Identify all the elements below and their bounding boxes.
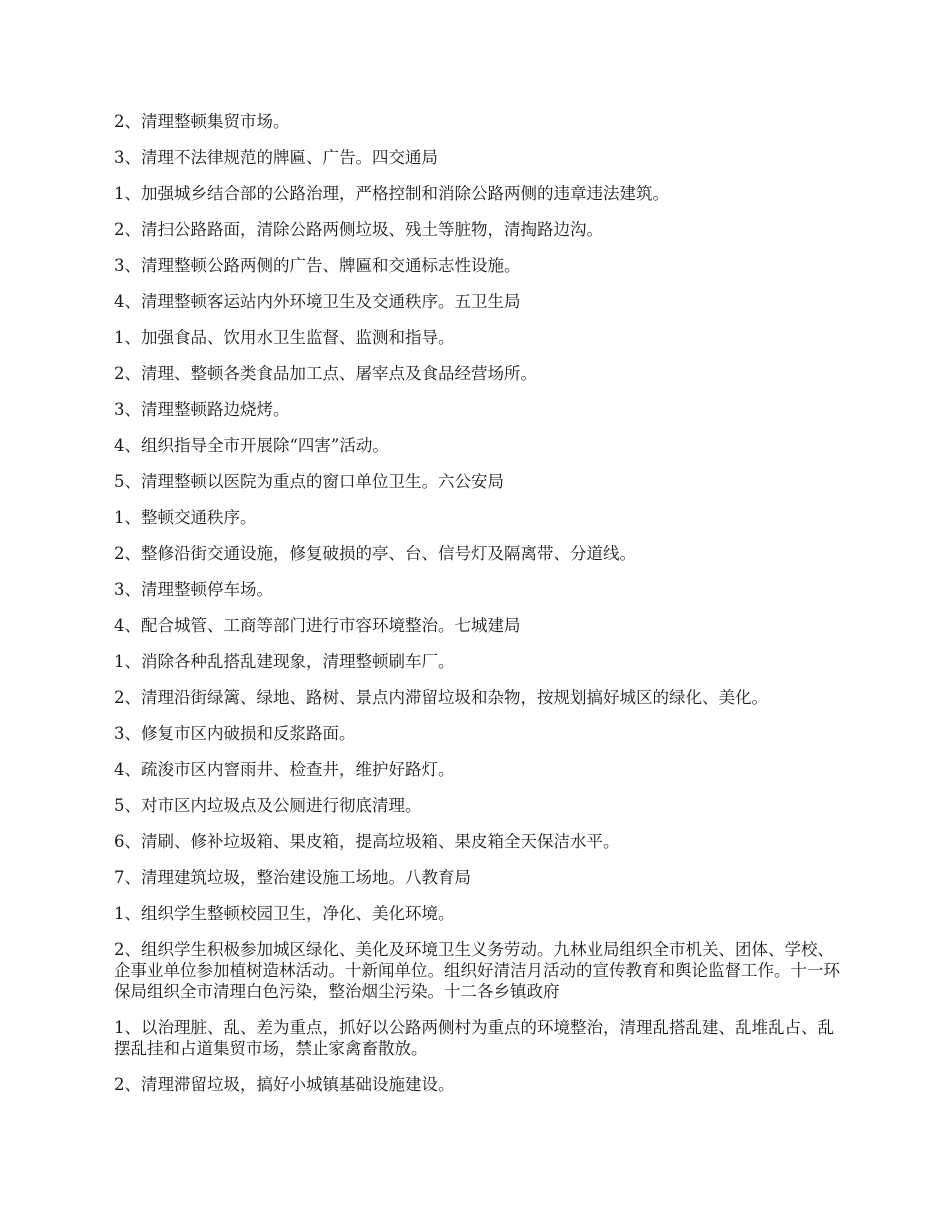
paragraph: 1、加强食品、饮用水卫生监督、监测和指导。 — [114, 328, 455, 347]
paragraph: 2、清理、整顿各类食品加工点、屠宰点及食品经营场所。 — [114, 364, 537, 383]
document-body — [114, 111, 844, 1110]
paragraph: 6、清刷、修补垃圾箱、果皮箱，提高垃圾箱、果皮箱全天保洁水平。 — [114, 832, 620, 851]
paragraph: 2、清理整顿集贸市场。 — [114, 112, 290, 131]
paragraph: 3、清理整顿公路两侧的广告、牌匾和交通标志性设施。 — [114, 256, 521, 275]
paragraph: 1、以治理脏、乱、差为重点，抓好以公路两侧村为重点的环境整治，清理乱搭乱建、乱堆乱占、乱摆乱挂和占道集贸市场，禁止家禽畜散放。 — [114, 1018, 834, 1058]
paragraph: 1、整顿交通秩序。 — [114, 508, 257, 527]
paragraph: 5、对市区内垃圾点及公厕进行彻底清理。 — [114, 796, 422, 815]
paragraph: 4、组织指导全市开展除“四害”活动。 — [114, 436, 389, 455]
paragraph: 3、修复市区内破损和反浆路面。 — [114, 724, 356, 743]
paragraph: 4、配合城管、工商等部门进行市容环境整治。七城建局 — [114, 616, 521, 635]
paragraph: 2、清理沿街绿篱、绿地、路树、景点内滞留垃圾和杂物，按规划搞好城区的绿化、美化。 — [114, 688, 768, 707]
paragraph: 3、清理整顿路边烧烤。 — [114, 400, 290, 419]
paragraph: 2、组织学生积极参加城区绿化、美化及环境卫生义务劳动。九林业局组织全市机关、团体、学校、企事业单位参加植树造林活动。十新闻单位。组织好清洁月活动的宣传教育和舆论监督工作。十一环保局组织全市清理白色污染，整治烟尘污染。十二各乡镇政府 — [114, 940, 840, 1001]
paragraph: 3、清理整顿停车场。 — [114, 580, 273, 599]
paragraph: 7、清理建筑垃圾，整治建设施工场地。八教育局 — [114, 868, 471, 887]
paragraph: 4、疏浚市区内窨雨井、检查井，维护好路灯。 — [114, 760, 455, 779]
paragraph: 4、清理整顿客运站内外环境卫生及交通秩序。五卫生局 — [114, 292, 521, 311]
paragraph: 2、清理滞留垃圾，搞好小城镇基础设施建设。 — [114, 1075, 455, 1094]
paragraph: 1、加强城乡结合部的公路治理，严格控制和消除公路两侧的违章违法建筑。 — [114, 184, 669, 203]
paragraph: 2、清扫公路路面，清除公路两侧垃圾、残土等脏物，清掏路边沟。 — [114, 220, 603, 239]
paragraph: 1、组织学生整顿校园卫生，净化、美化环境。 — [114, 904, 455, 923]
paragraph: 2、整修沿街交通设施，修复破损的亭、台、信号灯及隔离带、分道线。 — [114, 544, 636, 563]
paragraph: 1、消除各种乱搭乱建现象，清理整顿刷车厂。 — [114, 652, 455, 671]
paragraph: 5、清理整顿以医院为重点的窗口单位卫生。六公安局 — [114, 472, 504, 491]
paragraph: 3、清理不法律规范的牌匾、广告。四交通局 — [114, 148, 438, 167]
